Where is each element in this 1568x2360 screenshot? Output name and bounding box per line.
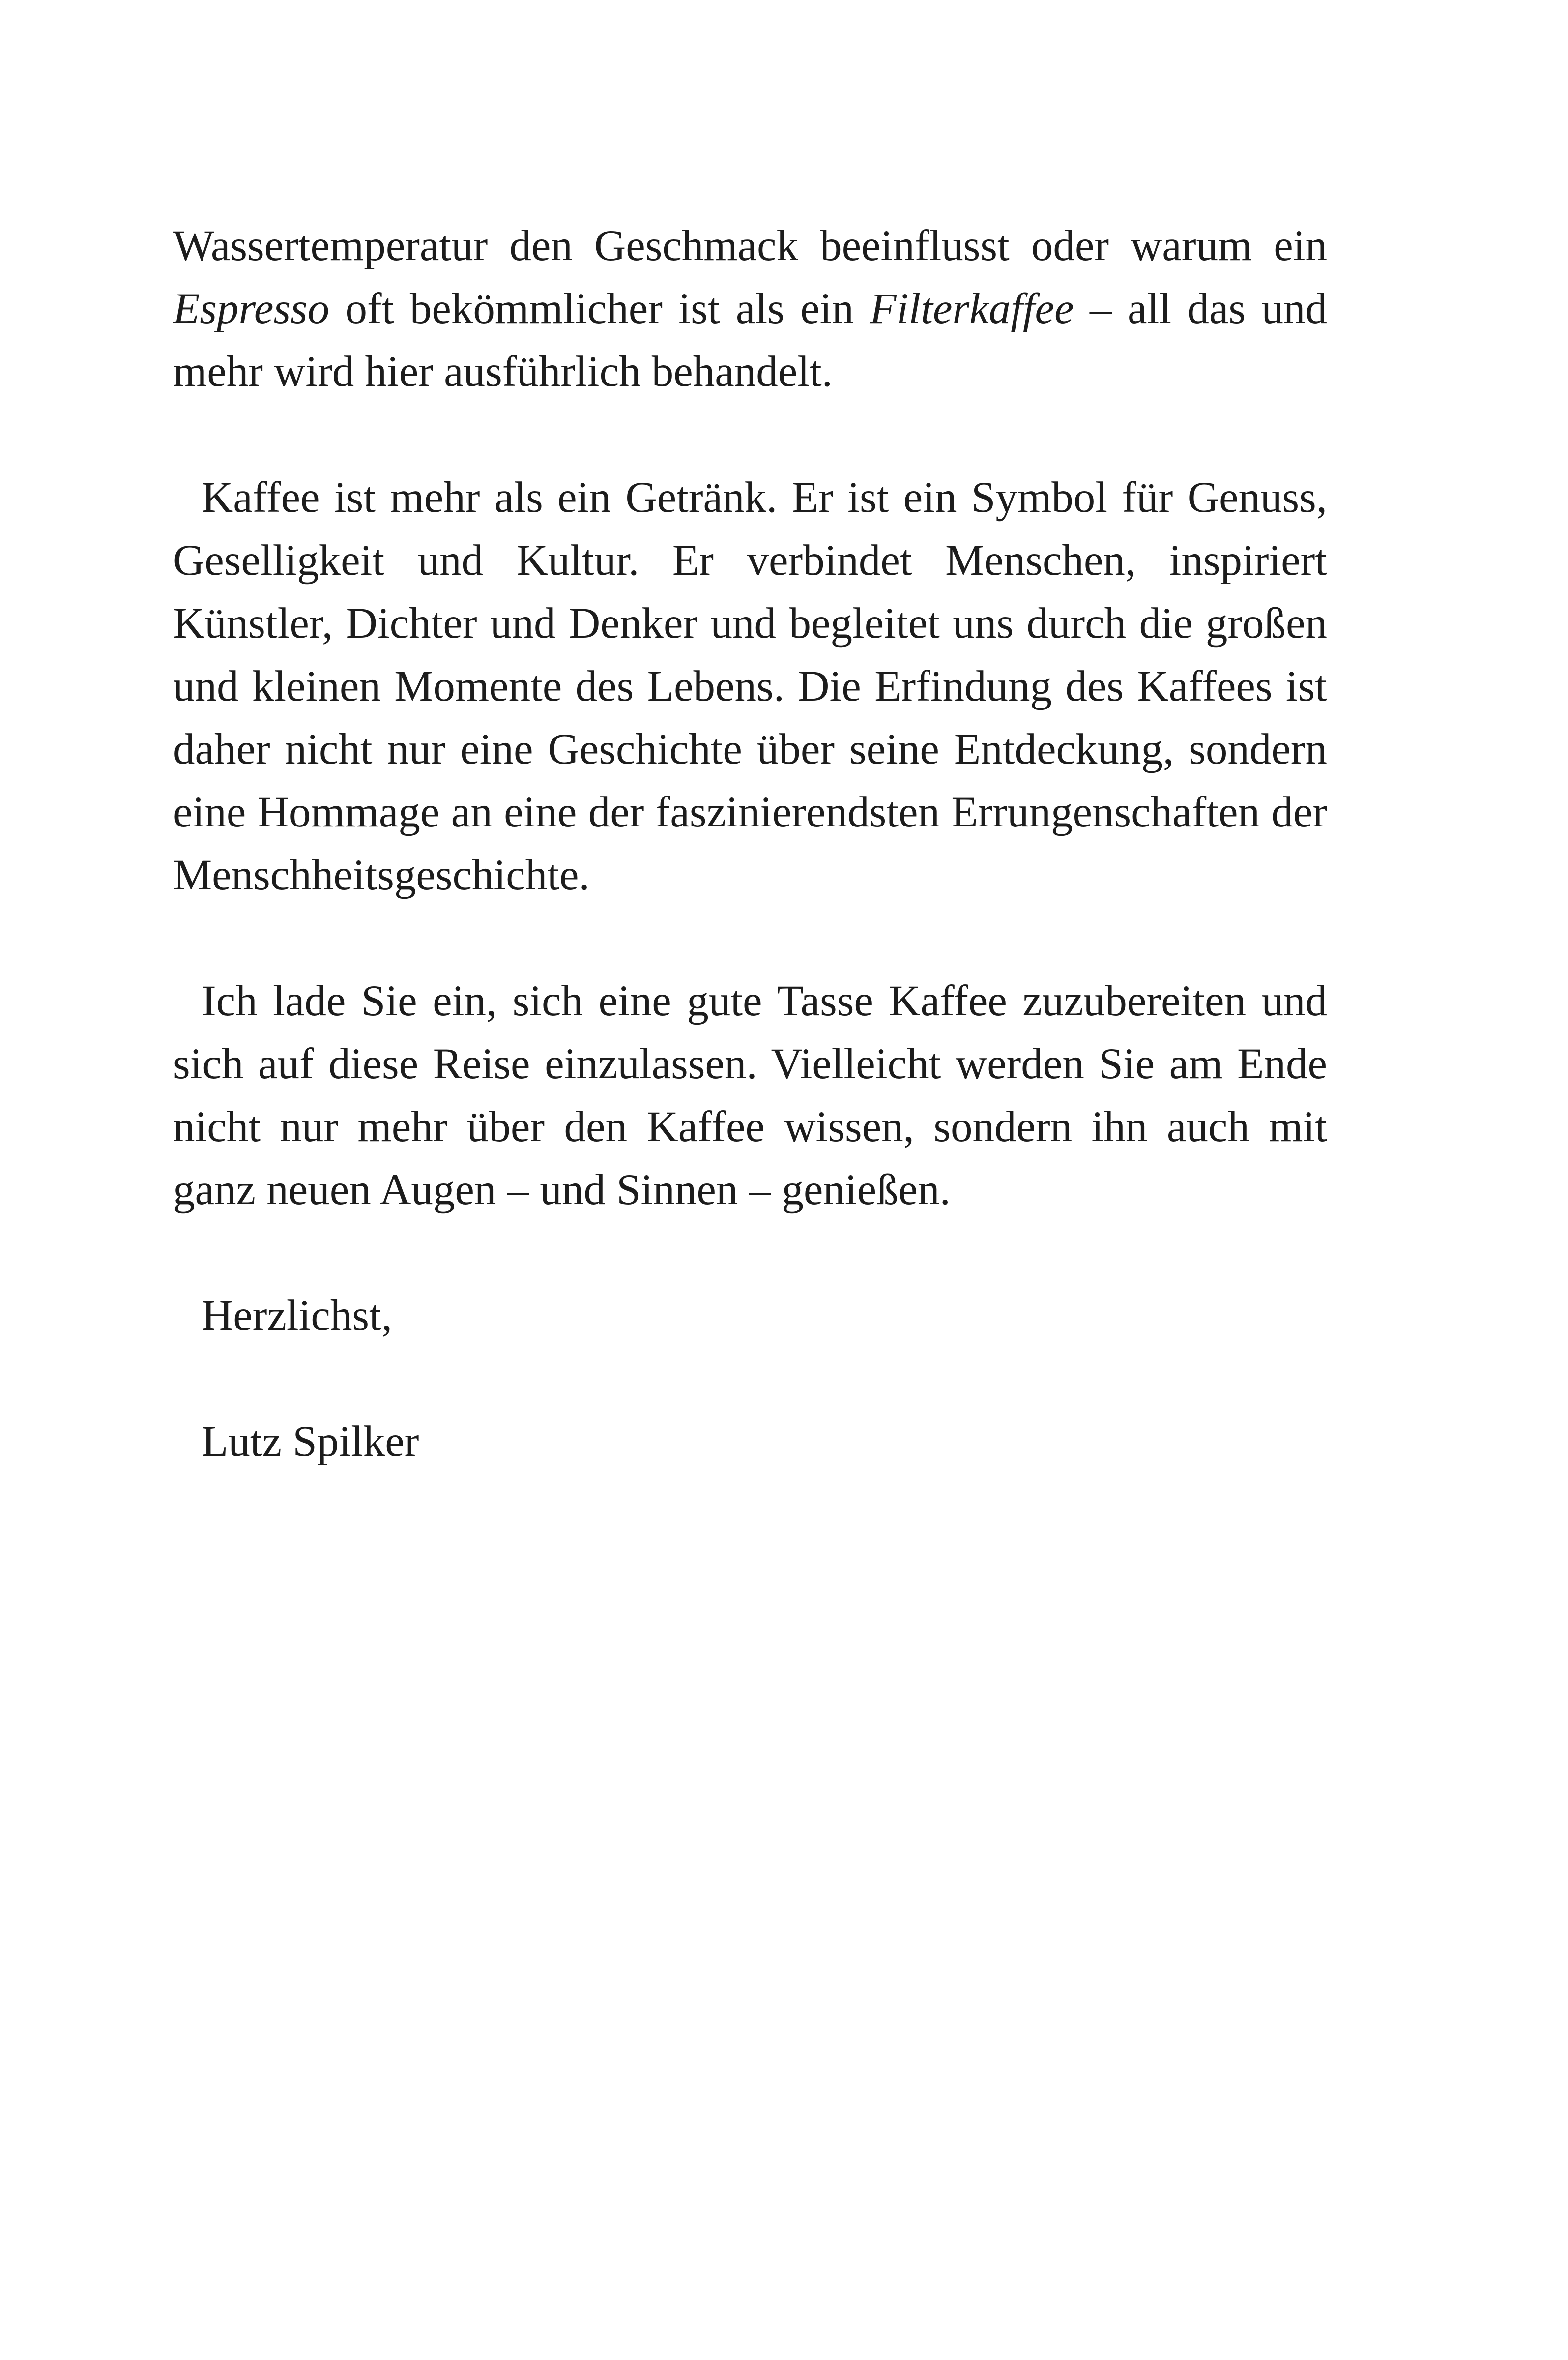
paragraph-2: Kaffee ist mehr als ein Getränk. Er ist ein Symbol für Genuss, Geselligkeit und Kultur. Er verbindet Menschen, inspiriert Künstler, Dichter und Denker und begleitet uns durch die großen und kleinen Momente des Lebens. Die Erfindung des Kaffees ist daher nicht nur eine Geschichte über seine Entdeckung, sondern eine Hommage an eine der faszinierendsten Errungenschaften der Menschheitsgeschichte. [173, 473, 1327, 899]
paragraph-1-part-1: Wassertemperatur den Geschmack beeinflusst oder warum ein [173, 222, 1327, 270]
paragraph-1 [173, 214, 1327, 403]
paragraph-1-part-2: oft bekömmlicher ist als ein [329, 285, 870, 333]
closing-salutation: Herzlichst, [202, 1292, 392, 1340]
paragraph-3: Ich lade Sie ein, sich eine gute Tasse Kaffee zuzubereiten und sich auf diese Reise einzulassen. Vielleicht werden Sie am Ende nicht nur mehr über den Kaffee wissen, sondern ihn auch mit ganz neuen Augen – und Sinnen – genießen. [173, 977, 1327, 1214]
signature-name: Lutz Spilker [202, 1417, 419, 1466]
paragraph-1-italic-espresso: Espresso [173, 285, 330, 333]
paragraph-1-part-3: – all das und mehr wird hier ausführlich behandelt. [173, 285, 1327, 396]
paragraph-1-italic-filterkaffee: Filterkaffee [870, 285, 1074, 333]
body-text [173, 214, 1327, 1473]
